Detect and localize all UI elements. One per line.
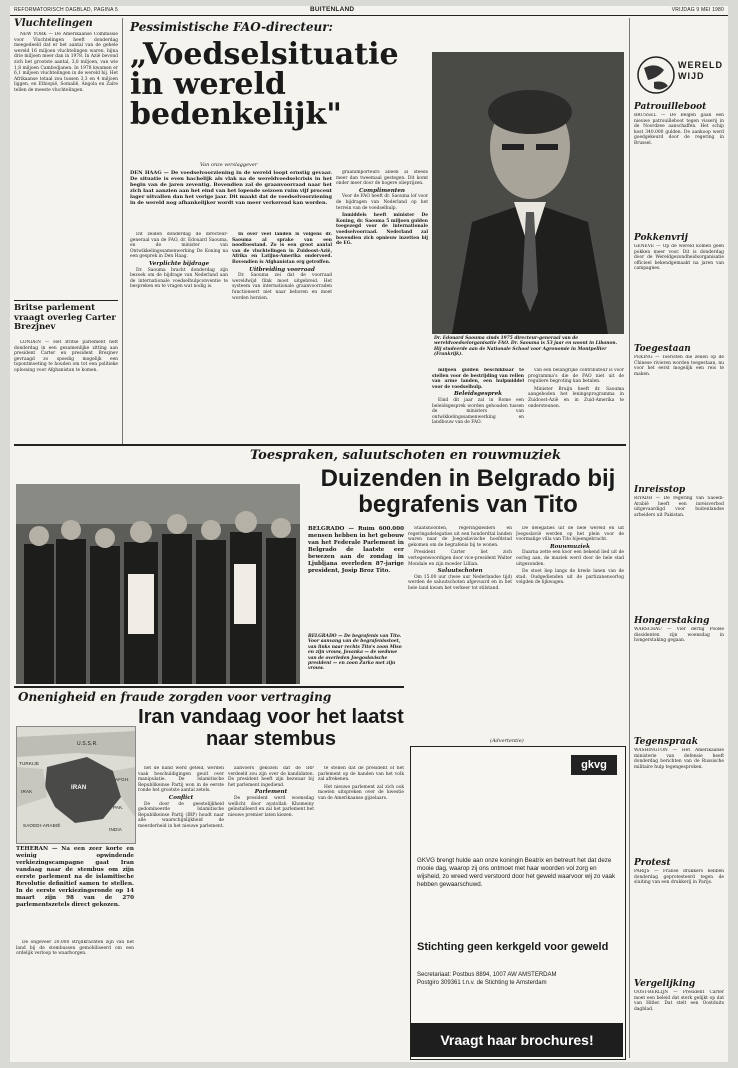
fao-sub-complimenten: Complimenten [358,187,406,194]
ad-label: (Advertentie) [490,738,524,744]
iran-col-1: De ongeveer 20.000 strijdkrachten zijn van het land bij de stembussen gemobiliseerd om een ordelijk verloop te waarborgen. [16,940,134,957]
vluchtelingen-body: NEW YORK — De Amerikaanse Commissie voor Vluchtelingen heeft donderdag meegedeeld dat er het aantal van de gehele wereld 16 miljoen vluchtelingen waren, bijna drie miljoen meer dan in 1978. In Azië bevond zich het grootste aantal, 3,8 miljoen, van wie 1,8 miljoen Cambodjanen. In 1978 kwamen er 6,1 miljoen vluchtelingen in de wereld bij. Het Afrikaanse totaal zou tussen 3,3 en 4 miljoen liggen, en Ethiopië, Somalië, Angola en Zaïre tellen de meeste vluchtelingen. [14,32,118,93]
tito-lead: BELGRADO — Ruim 600.000 mensen hebben in het gebouw van het Federale Parlement in Belgrado de laatste eer bewezen aan de zondag in Ljubljana overleden 87-jarige president, Josip Broz Tito. [308,526,404,574]
ad-cta: Vraagt haar brochures! [411,1023,623,1057]
wereldwijd-logo-text: WERELD WIJD [678,60,723,81]
wereldwijd-item-title: Pokkenvrij [634,233,688,243]
wereldwijd-item [634,344,724,485]
carter-title: Britse parlement vraagt overleg Carter Brezjnev [14,303,116,332]
wereldwijd-item [634,858,724,979]
tito-col-3: De delegaties uit de hele wereld en uit Joegoslavië werden op het plein voor de voormalige villa van Tito bijeengebracht. Rouwmuziek Daarna zette een koor een bekend lied uit de oorlog aan, de muziek werd door de hele stad uitgezonden. De stoet liep langs de brede lanen van de stad. Oudgedienden uit de partizanenoorlog volgden de lijkwagen. [516,526,624,586]
header-section: BUITENLAND [310,6,355,13]
fao-col-5: van een belangrijke contributeur is voor programma's die de FAO niet uit de reguliere begroting kan betalen. Minister Bruijn heeft dr. Saouma aangeboden het leningsprogramma in Zuidoost-Azië en in Zuid-Amerika te ondersteunen. [528,368,624,409]
wereldwijd-item [634,737,724,858]
wereldwijd-item-body: BRUSSEL — De Belgen gaan een nieuwe patrouilleboot tegen visserij in de Noordzee aanschaffen. Het schip kost 340.000 gulden. De aankoop werd goedgekeurd door de regering in Brussel. [634,113,724,146]
column-rule [122,18,123,444]
tito-photo [16,484,300,684]
vluchtelingen-title: Vluchtelingen [14,18,93,29]
iran-map [16,726,136,844]
fao-headline: „Voedselsituatie in wereld bedenkelijk" [130,37,399,132]
tito-col-2: Staatshoofden, regeringsleiders en regeringsdelegaties uit een honderdtal landen waren naar de Joegoslavische hoofdstad gekomen om de begrafenis bij te wonen. President Carter liet zich vertegenwoordigen door vice-president Walter Mondale en zijn moeder Lillian. Saluutschoten Om 15.00 uur (twee uur Nederlandse tijd) werden de saluutschoten afgevuurd en in het hele land kwam het verkeer tot stilstand. [408,526,512,591]
iran-lead: TEHERAN — Na een zeer korte en weinig opwindende verkiezingscampagne gaat Iran vandaag naar de stembus om zijn eerste parlement na de islamitische Revolutie definitief samen te stellen. In de eerste verkiezingsronde op 14 maart zijn 98 van de 270 parlementszetels direct gekozen. [16,846,134,908]
wereldwijd-item-body: PEKING — Toeristen die zeilen op de Chinese rivieren worden toegestaan, nu voor het eerst mogelijk een reis te maken. [634,355,724,377]
wereldwijd-item [634,979,724,1058]
carter-body: LONDEN — Het Britse parlement heft donderdag in een gezamenlijke zitting aan president Carter en president Brezjnev gevraagd zo spoedig mogelijk een topontmoeting te houden om tot een politieke oplossing voor Afghanistan te komen. [14,340,118,373]
map-label: SAOEDI-ARABIË [23,823,61,828]
map-label: AFGH. [115,777,130,782]
divider [14,300,118,301]
fao-byline: Van onze verslaggever [200,162,258,168]
tito-sub-rouw: Rouwmuziek [550,543,590,550]
header-rule [10,15,728,16]
iran-col-3: aanvoers gekozen dat de IRP verdeeld zou zijn over de kandidaten. De president heeft zijn bezwaar bij het parlement ingediend. Parlement De president werd woensdag wellicht door ayatollah Khomeiny geïnstalleerd en zal het parlement het nieuwe premier laten kiezen. [228,766,314,818]
wereldwijd-item-body: WARSCHAU — Vier dertig Poolse dissidenten zijn woensdag in hongerstaking gegaan. [634,627,724,644]
map-label: IRAN [71,785,87,791]
saouma-caption: Dr. Edouard Saouma sinds 1975 directeur-generaal van de wereldvoedselorganisatie FAO. Dr. Saouma is 53 jaar en woont in Libanon. Hij studeerde aan de Nationale School voor Agronomie in Montpellier (Frankrijk). [434,336,618,358]
iran-col-2: net de hand werd geteld, werden vaak beschuldigingen geuit over manipulatie. De Islamitische Republikeinse Partij won in de eerste ronde het grootste aantal zetels. Conflict De door de geestelijkheid gedomineerde Islamitische Republikeinse Partij (IRP) houdt naar alle waarschijnlijkheid de meerderheid in het nieuwe parlement. [138,766,224,829]
wereldwijd-item [634,233,724,344]
wereldwijd-item-title: Patrouilleboot [634,102,707,112]
map-label: IRAK [21,789,33,794]
wereldwijd-item-body: OOST-BERLIJN — President Carter moet een beleid dat sterk gelijkt op dat van Hitler. Dat stelt een Oostduits dagblad. [634,990,724,1012]
fao-col-4: miljoen gulden beschikbaar te stellen voor de bestrijding van rellen van arme landen, een hulpmiddel voor de voedselhulp. Beleidsgesprek Eind dit jaar zal in Rome een beleidsgesprek worden gehouden tussen de ministers van ontwikkelingssamenwerking en landbouw van de FAO. [432,368,524,426]
map-label: PAK. [113,805,124,810]
wereldwijd-item [634,485,724,616]
fao-col-2: In over veel landen is volgens dr. Saouma al sprake van een noodtoestand. Zo is een groot aantal van de vluchtelingen in Zuidoost-Azië, Afrika en Latijns-Amerika ondervoed. Bovendien is Afghanistan erg getroffen. Uitbreiding voorraad Dr. Saouma zei dat de voorraad wereldwijd flink moet uitgebreid. Het systeem van internationale graanvoorraden functioneert niet naar behoren en moet worden herzien. [232,232,332,301]
ad-address: Secretariaat: Postbus 8894, 1007 AW AMSTERDAM Postgiro 309361 t.n.v. de Stichting te Amsterdam [417,972,557,986]
fao-sub-beleid: Beleidsgesprek [453,391,503,398]
header-left: REFORMATORISCH DAGBLAD, PAGINA 5 [14,7,118,13]
section-rule-tito [14,444,626,446]
wereldwijd-item-title: Vergelijking [634,979,696,989]
saouma-photo [432,52,624,334]
newspaper-page [10,6,728,1062]
gkvg-logo: gkvg [571,755,617,775]
wereldwijd-logo [634,52,724,98]
section-rule-iran [14,686,404,688]
wereldwijd-item-title: Inreisstop [634,485,686,495]
wereldwijd-item-title: Hongerstaking [634,616,710,626]
fao-sub-verplichte: Verplichte bijdrage [148,260,210,267]
ad-org: Stichting geen kerkgeld voor geweld [417,941,609,953]
fao-col-3: graanimporteurs alleen al steeds meer dan tweemaal gestegen. Dit komt onder meer door de hogere olieprijzen. Complimenten Voor de FAO heeft dr. Saouma lof voor de bijdragen van Nederland op het terrein van de voedselhulp. Inmiddels heeft minister De Koning, dr. Saouma 5 miljoen gulden toegezegd voor de internationale voedselvoorraad. Nederland zal bovendien zich opnieuw inzetten bij de EG. [336,170,428,247]
iran-kicker: Onenigheid en fraude zorgden voor vertraging [18,690,332,704]
wereldwijd-item-body: RIYADH — De regering van Saoedi-Arabië heeft een inreisverbod uitgevaardigd voor buitenlandse arbeiders uit Pakistan. [634,496,724,518]
map-label: INDIA [109,827,123,832]
wereldwijd-list [634,102,724,1058]
wereldwijd-item-title: Protest [634,858,671,868]
tito-headline: Duizenden in Belgrado bij begrafenis van Tito [320,465,616,518]
fao-lead: DEN HAAG — De voedselvoorziening in de wereld loopt ernstig gevaar. De situatie is even hachelijk als vlak na de wereldvoedselcrisis in het begin van de jaren zeventig. Bovendien zal de graanvoorraad naar het zich laat aanzien aan het eind van het lopende seizoen ruim vijf procent lager uitvallen dan het vorige jaar. Dit maakt dat de voedselvoorziening in de wereld nog afhankelijker wordt van meer verkerend kan worden. [130,170,332,206]
fao-col-1: Dit zeiden donderdag de directeur-generaal van de FAO, dr. Edouard Saouma, en de minister van Ontwikkelingssamenwerking De Koning na een gesprek in Den Haag. Verplichte bijdrage Dr. Saouma bracht donderdag zijn bezoek om de bijdrage van Nederland aan de internationale voedselhulpconventie te bespreken en te vragen wat nodig is. [130,232,228,290]
wereldwijd-item-title: Tegenspraak [634,737,698,747]
wereldwijd-item-title: Toegestaan [634,344,691,354]
tito-sub-saluut: Saluutschoten [437,568,483,575]
wereldwijd-item [634,616,724,737]
iran-headline: Iran vandaag voor het laatst naar stembus [138,706,404,750]
fao-sub-uitbreiding: Uitbreiding voorraad [249,266,315,273]
column-rule-right [629,18,630,1058]
tito-kicker: Toespraken, saluutschoten en rouwmuziek [250,448,562,463]
gkvg-advertisement [410,746,626,1060]
wereldwijd-item [634,102,724,233]
wereldwijd-item-body: GENEVE — Op de wereld komen geen pokken meer voor. Dit is donderdag door de Wereldgezondheidsorganisatie officieel bekendgemaakt na jaren van campagnes. [634,244,724,272]
wereldwijd-item-body: WASHINGTON — Het Amerikaanse ministerie van defensie heeft donderdag berichten van de Russische militaire hulp tegengesproken. [634,748,724,770]
iran-col-4: te stellen dat de president of het parlement op de handen van het volk zal afrekenen. Het nieuwe parlement zal zich ook moeten uitspreken over de kwestie van de Amerikaanse gijzelaars. [318,766,404,801]
ad-text: GKVG brengt hulde aan onze koningin Beatrix en betreurt het dat deze mooie dag, waarop zij ons ontmoet met haar woorden vol zorg en wijsheid, zo wreed werd verstoord door het geweld waarvoor wij zo vaak hebben gewaarschuwd. [417,857,616,888]
iran-sub-parlement: Parlement [254,789,288,796]
header-date: VRIJDAG 9 MEI 1980 [671,7,724,13]
map-label: TURKIJE [19,761,40,766]
wereldwijd-item-body: PARIJS — Franse drukkers hebben donderdag geprotesteerd tegen de sluiting van een drukkerij in Parijs. [634,869,724,886]
fao-kicker: Pessimistische FAO-directeur: [130,20,333,34]
map-label: U.S.S.R. [77,741,99,747]
tito-caption: BELGRADO — De begrafenis van Tito. Voor aanvang van de begrafenisstoet, van links naar rechts Tito's zoon Miso en zijn vrouw, Jovanka — de weduwe van de overleden Joegoslavische president — en zoon Zarko met zijn vrouw. [308,634,402,672]
iran-sub-conflict: Conflict [168,794,194,801]
